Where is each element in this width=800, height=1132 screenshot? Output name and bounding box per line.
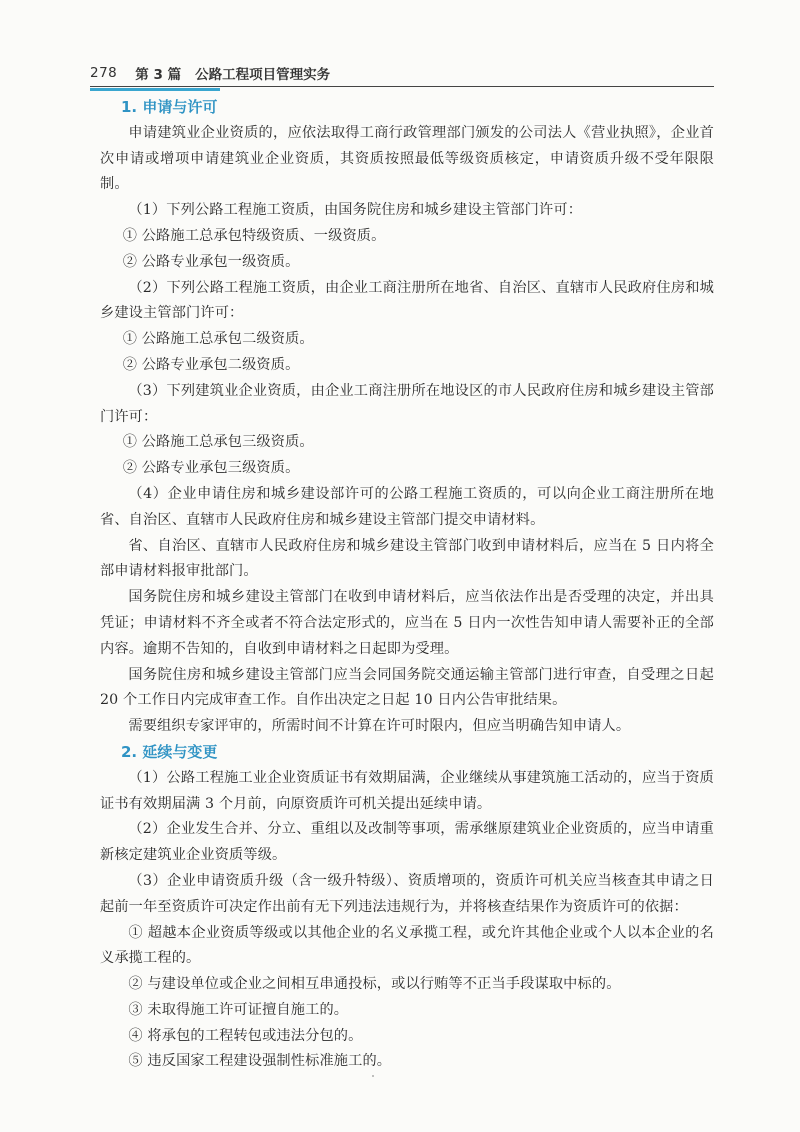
scan-speck: [372, 1075, 374, 1077]
running-header: [90, 63, 712, 83]
paragraph: （3）企业申请资质升级（含一级升特级）、资质增项的，资质许可机关应当核查其申请之日起前一年至资质许可决定作出前有无下列违法违规行为，并将核查结果作为资质许可的依据：: [100, 872, 714, 915]
list-item: ② 公路专业承包一级资质。: [122, 253, 300, 270]
paragraph: （3）下列建筑业企业资质，由企业工商注册所在地设区的市人民政府住房和城乡建设主管部门许可：: [100, 382, 714, 425]
section-heading: 2. 延续与变更: [121, 742, 218, 761]
book-title: 公路工程项目管理实务: [195, 67, 331, 83]
paragraph: （4）企业申请住房和城乡建设部许可的公路工程施工资质的，可以向企业工商注册所在地省、自治区、直辖市人民政府住房和城乡建设主管部门提交申请材料。: [100, 485, 714, 528]
paragraph: （1）下列公路工程施工资质，由国务院住房和城乡建设主管部门许可：: [128, 202, 583, 219]
list-item: ① 公路施工总承包三级资质。: [122, 434, 314, 451]
paragraph: ① 超越本企业资质等级或以其他企业的名义承揽工程，或允许其他企业或个人以本企业的名义承揽工程的。: [100, 924, 714, 967]
list-item: ② 公路专业承包二级资质。: [122, 356, 300, 373]
paragraph: ⑤ 违反国家工程建设强制性标准施工的。: [128, 1053, 392, 1070]
paragraph: 需要组织专家评审的，所需时间不计算在许可时限内，但应当明确告知申请人。: [128, 718, 631, 735]
header-accent-rule: [90, 88, 220, 91]
paragraph: ② 与建设单位或企业之间相互串通投标，或以行贿等不正当手段谋取中标的。: [128, 976, 621, 993]
paragraph: 申请建筑业企业资质的，应依法取得工商行政管理部门颁发的公司法人《营业执照》，企业首次申请或增项申请建筑业企业资质，其资质按照最低等级资质核定，申请资质升级不受年限限制。: [100, 124, 714, 193]
page-body: [100, 95, 714, 1075]
paragraph: 国务院住房和城乡建设主管部门应当会同国务院交通运输主管部门进行审查，自受理之日起 20 个工作日内完成审查工作。自作出决定之日起 10 日内公告审批结果。: [100, 666, 714, 709]
list-item: ② 公路专业承包三级资质。: [122, 460, 300, 477]
paragraph: 国务院住房和城乡建设主管部门在收到申请材料后，应当依法作出是否受理的决定，并出具凭证；申请材料不齐全或者不符合法定形式的，应当在 5 日内一次性告知申请人需要补正的全部内容。逾期不告知的，自收到申请材料之日起即为受理。: [100, 589, 714, 657]
part-label: 第 3 篇: [135, 67, 182, 83]
paragraph: （1）公路工程施工业企业资质证书有效期届满，企业继续从事建筑施工活动的，应当于资质证书有效期届满 3 个月前，向原资质许可机关提出延续申请。: [100, 769, 714, 812]
paragraph: 省、自治区、直辖市人民政府住房和城乡建设主管部门收到申请材料后，应当在 5 日内将全部申请材料报审批部门。: [100, 537, 714, 580]
paragraph: （2）下列公路工程施工资质，由企业工商注册所在地省、自治区、直辖市人民政府住房和城乡建设主管部门许可：: [100, 279, 714, 322]
paragraph: ④ 将承包的工程转包或违法分包的。: [128, 1027, 363, 1044]
paragraph: （2）企业发生合并、分立、重组以及改制等事项，需承继原建筑业企业资质的，应当申请重新核定建筑业企业资质等级。: [100, 821, 714, 864]
paragraph: ③ 未取得施工许可证擅自施工的。: [128, 1001, 349, 1018]
list-item: ① 公路施工总承包二级资质。: [122, 331, 314, 348]
page-number: 278: [90, 65, 118, 81]
list-item: ① 公路施工总承包特级资质、一级资质。: [122, 227, 386, 244]
section-heading: 1. 申请与许可: [121, 98, 218, 116]
